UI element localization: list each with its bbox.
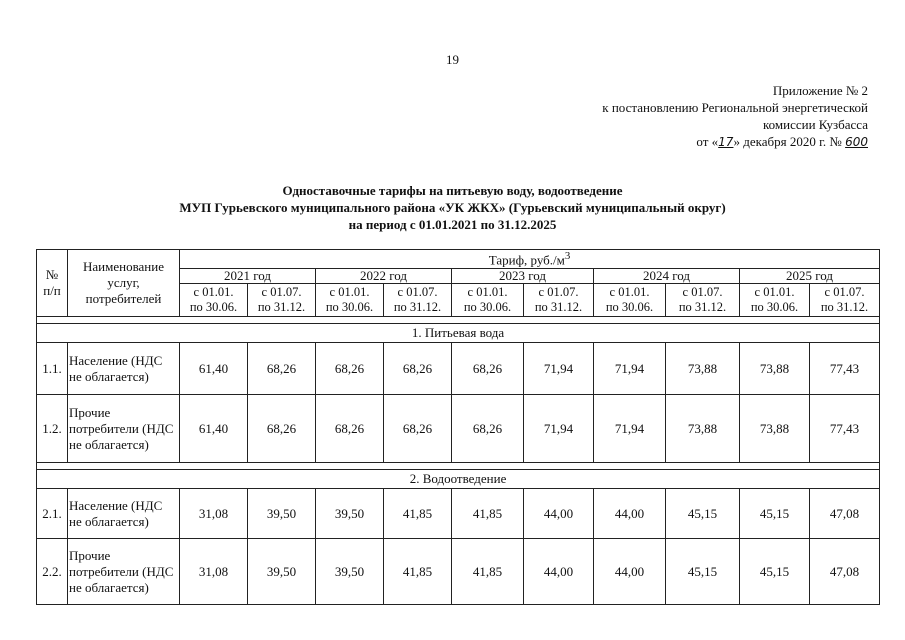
table-row xyxy=(37,343,880,395)
period-header: с 01.01. по 30.06. xyxy=(740,284,810,317)
tariff-value: 71,94 xyxy=(594,395,666,463)
tariff-value: 61,40 xyxy=(180,343,248,395)
year-header: 2023 год xyxy=(452,269,594,284)
title-line-3: на период с 01.01.2021 по 31.12.2025 xyxy=(348,217,557,232)
table-row xyxy=(37,489,880,539)
section-title: 2. Водоотведение xyxy=(37,470,880,489)
tariff-value: 71,94 xyxy=(594,343,666,395)
tariff-value: 68,26 xyxy=(384,395,452,463)
tariff-value: 73,88 xyxy=(740,395,810,463)
tariff-value: 44,00 xyxy=(594,539,666,605)
document-title xyxy=(0,182,905,233)
year-header: 2022 год xyxy=(316,269,452,284)
tariff-value: 61,40 xyxy=(180,395,248,463)
tariff-value: 73,88 xyxy=(666,343,740,395)
period-header: с 01.07. по 31.12. xyxy=(666,284,740,317)
page-number: 19 xyxy=(446,52,459,67)
tariff-value: 73,88 xyxy=(740,343,810,395)
tariff-value: 39,50 xyxy=(248,539,316,605)
row-number: 1.1. xyxy=(37,343,68,395)
section-gap xyxy=(37,317,880,324)
annex-line-resolution: к постановлению Региональной энергетической xyxy=(602,100,868,115)
row-number: 2.2. xyxy=(37,539,68,605)
tariff-value: 77,43 xyxy=(810,395,880,463)
annex-header xyxy=(528,82,868,151)
period-header: с 01.07. по 31.12. xyxy=(248,284,316,317)
row-number: 2.1. xyxy=(37,489,68,539)
period-header: с 01.01. по 30.06. xyxy=(452,284,524,317)
tariff-value: 77,43 xyxy=(810,343,880,395)
tariff-value: 47,08 xyxy=(810,489,880,539)
tariff-value: 68,26 xyxy=(248,343,316,395)
tariff-value: 45,15 xyxy=(666,539,740,605)
handwritten-day: 17 xyxy=(718,135,734,149)
service-name: Население (НДС не облагается) xyxy=(68,343,180,395)
tariff-value: 68,26 xyxy=(316,343,384,395)
tariff-value: 71,94 xyxy=(524,395,594,463)
tariff-value: 68,26 xyxy=(316,395,384,463)
period-header: с 01.01. по 30.06. xyxy=(316,284,384,317)
tariff-value: 73,88 xyxy=(666,395,740,463)
tariff-value: 68,26 xyxy=(248,395,316,463)
year-header: 2021 год xyxy=(180,269,316,284)
period-header: с 01.07. по 31.12. xyxy=(384,284,452,317)
tariff-value: 31,08 xyxy=(180,489,248,539)
section-gap xyxy=(37,463,880,470)
section-row xyxy=(37,324,880,343)
tariff-value: 41,85 xyxy=(384,539,452,605)
service-name: Прочие потребители (НДС не облагается) xyxy=(68,395,180,463)
date-prefix: от « xyxy=(696,134,719,149)
period-header: с 01.07. по 31.12. xyxy=(810,284,880,317)
tariff-value: 68,26 xyxy=(452,343,524,395)
period-header: с 01.01. по 30.06. xyxy=(594,284,666,317)
annex-line-commission: комиссии Кузбасса xyxy=(763,117,868,132)
tariff-value: 39,50 xyxy=(316,539,384,605)
row-number: 1.2. xyxy=(37,395,68,463)
year-header: 2025 год xyxy=(740,269,880,284)
tariff-value: 68,26 xyxy=(384,343,452,395)
service-name: Прочие потребители (НДС не облагается) xyxy=(68,539,180,605)
title-line-2: МУП Гурьевского муниципального района «УК ЖКХ» (Гурьевский муниципальный округ) xyxy=(179,200,726,215)
header-num: № п/п xyxy=(37,250,68,317)
tariff-value: 39,50 xyxy=(316,489,384,539)
tariff-value: 45,15 xyxy=(740,489,810,539)
tariff-header-sup: 3 xyxy=(564,250,571,262)
period-header: с 01.01. по 30.06. xyxy=(180,284,248,317)
tariff-table xyxy=(36,249,880,605)
tariff-value: 71,94 xyxy=(524,343,594,395)
section-title: 1. Питьевая вода xyxy=(37,324,880,343)
annex-title: Приложение № 2 xyxy=(772,83,868,98)
period-header: с 01.07. по 31.12. xyxy=(524,284,594,317)
tariff-value: 41,85 xyxy=(452,539,524,605)
tariff-value: 41,85 xyxy=(452,489,524,539)
tariff-value: 47,08 xyxy=(810,539,880,605)
section-row xyxy=(37,470,880,489)
annex-date-line xyxy=(528,133,868,151)
tariff-value: 45,15 xyxy=(666,489,740,539)
tariff-value: 44,00 xyxy=(594,489,666,539)
handwritten-number: 600 xyxy=(845,135,868,149)
table-row xyxy=(37,395,880,463)
tariff-value: 44,00 xyxy=(524,489,594,539)
tariff-value: 41,85 xyxy=(384,489,452,539)
tariff-value: 31,08 xyxy=(180,539,248,605)
tariff-value: 68,26 xyxy=(452,395,524,463)
date-middle: » декабря 2020 г. № xyxy=(733,134,846,149)
service-name: Население (НДС не облагается) xyxy=(68,489,180,539)
header-service: Наименование услуг, потребителей xyxy=(68,250,180,317)
tariff-value: 44,00 xyxy=(524,539,594,605)
tariff-header-label: Тариф, руб./м xyxy=(488,252,565,268)
tariff-value: 45,15 xyxy=(740,539,810,605)
header-tariff xyxy=(180,250,880,269)
table-row xyxy=(37,539,880,605)
title-line-1: Одноставочные тарифы на питьевую воду, водоотведение xyxy=(282,183,623,198)
year-header: 2024 год xyxy=(594,269,740,284)
tariff-value: 39,50 xyxy=(248,489,316,539)
